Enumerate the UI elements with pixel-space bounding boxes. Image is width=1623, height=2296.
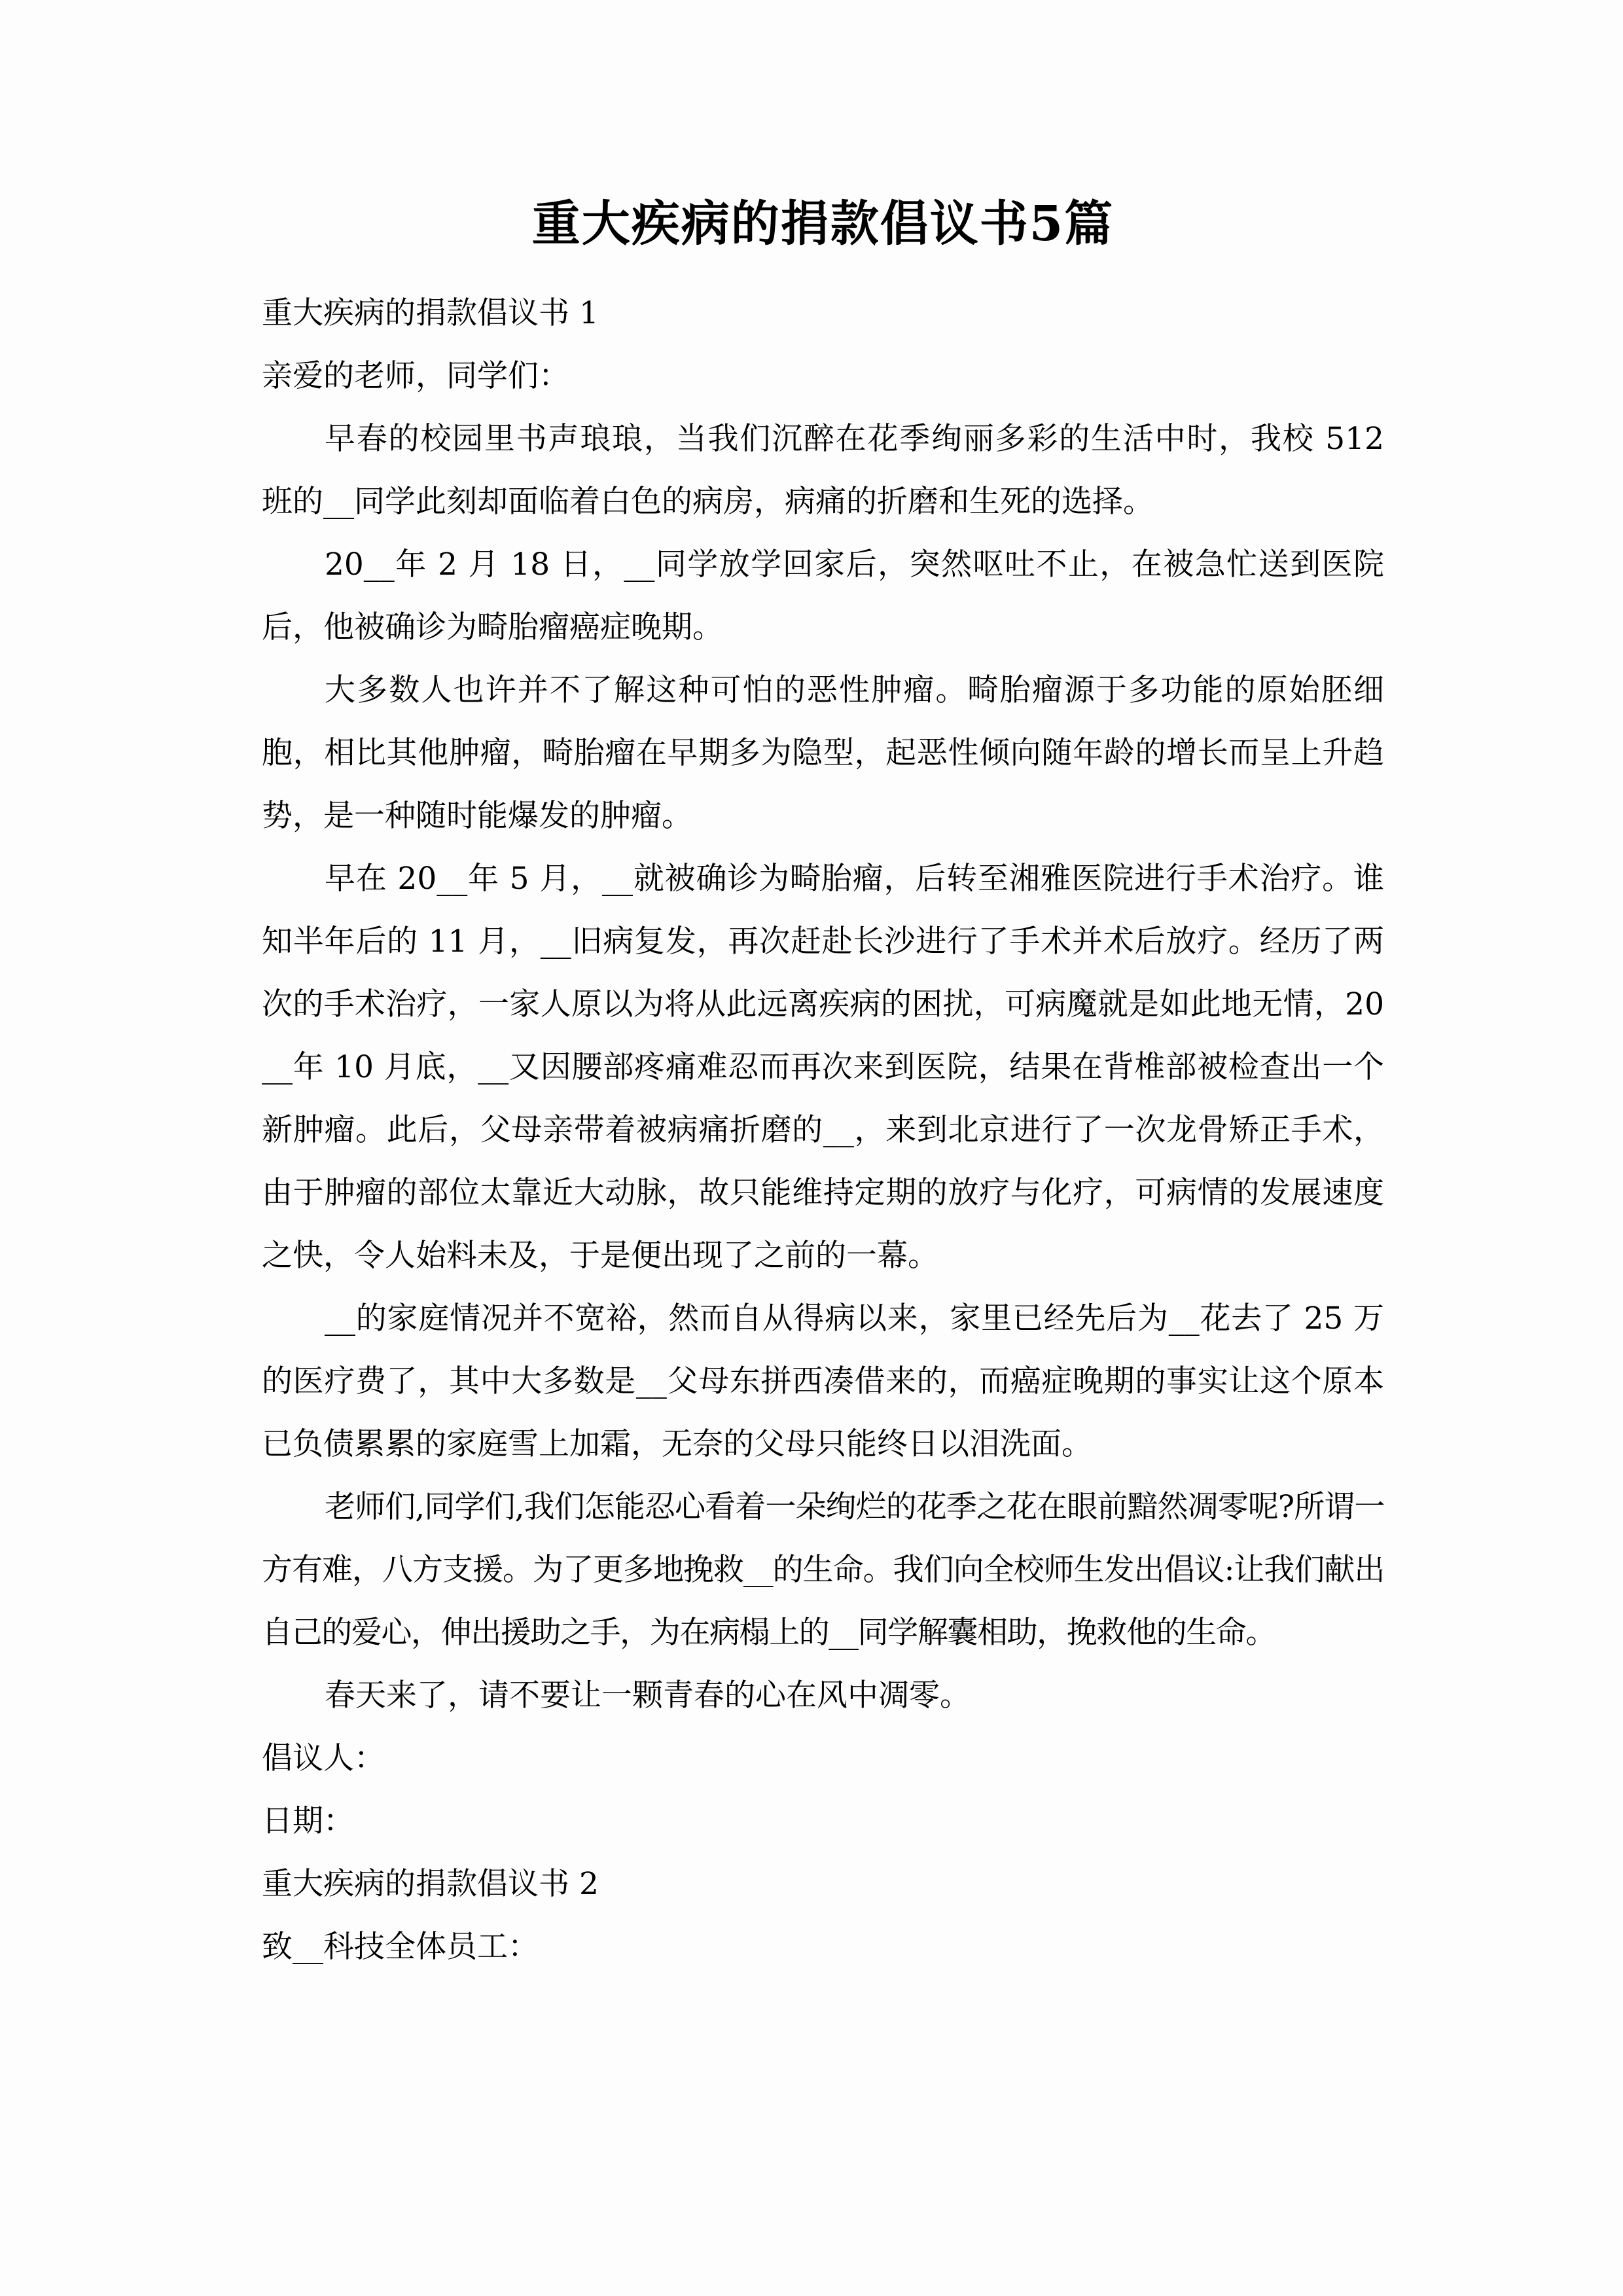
body-paragraph-4: 早在 20__年 5 月，__就被确诊为畸胎瘤，后转至湘雅医院进行手术治疗。谁知半年后的 11 月，__旧病复发，再次赶赴长沙进行了手术并术后放疗。经历了两次的手术治疗，一家人原以为将从此远离疾病的困扰，可病魔就是如此地无情，20__年 10 月底，__又因腰部疼痛难忍而再次来到医院，结果在背椎部被检查出一个新肿瘤。此后，父母亲带着被病痛折磨的__，来到北京进行了一次龙骨矫正手术，由于肿瘤的部位太靠近大动脉，故只能维持定期的放疗与化疗，可病情的发展速度之快，令人始料未及，于是便出现了之前的一幕。	[262, 861, 1384, 1274]
body-paragraph-2: 20__年 2 月 18 日，__同学放学回家后，突然呕吐不止，在被急忙送到医院后，他被确诊为畸胎瘤癌症晚期。	[262, 547, 1384, 646]
document-content	[262, 0, 1384, 1979]
page-title: 重大疾病的捐款倡议书5篇	[531, 196, 1115, 252]
date-label: 日期：	[262, 1803, 354, 1840]
salutation-1: 亲爱的老师，同学们：	[262, 358, 569, 395]
body-paragraph-7: 春天来了，请不要让一颗青春的心在风中凋零。	[325, 1677, 971, 1714]
section-heading-2: 重大疾病的捐款倡议书 2	[262, 1866, 599, 1903]
body-paragraph-1: 早春的校园里书声琅琅，当我们沉醉在花季绚丽多彩的生活中时，我校 512 班的__同学此刻却面临着白色的病房，病痛的折磨和生死的选择。	[262, 421, 1384, 520]
body-paragraph-6: 老师们,同学们,我们怎能忍心看着一朵绚烂的花季之花在眼前黯然凋零呢?所谓一方有难，八方支援。为了更多地挽救__的生命。我们向全校师生发出倡议:让我们献出自己的爱心，伸出援助之手，为在病榻上的__同学解囊相助，挽救他的生命。	[262, 1489, 1384, 1651]
body-paragraph-5: __的家庭情况并不宽裕，然而自从得病以来，家里已经先后为__花去了 25 万的医疗费了，其中大多数是__父母东拼西凑借来的，而癌症晚期的事实让这个原本已负债累累的家庭雪上加霜，无奈的父母只能终日以泪洗面。	[262, 1300, 1384, 1463]
body-paragraph-3: 大多数人也许并不了解这种可怕的恶性肿瘤。畸胎瘤源于多功能的原始胚细胞，相比其他肿瘤，畸胎瘤在早期多为隐型，起恶性倾向随年龄的增长而呈上升趋势，是一种随时能爆发的肿瘤。	[262, 672, 1384, 834]
document-body	[262, 282, 1384, 1979]
salutation-2: 致__科技全体员工：	[262, 1929, 539, 1965]
signature-label: 倡议人：	[262, 1740, 385, 1777]
section-heading-1: 重大疾病的捐款倡议书 1	[262, 295, 599, 332]
